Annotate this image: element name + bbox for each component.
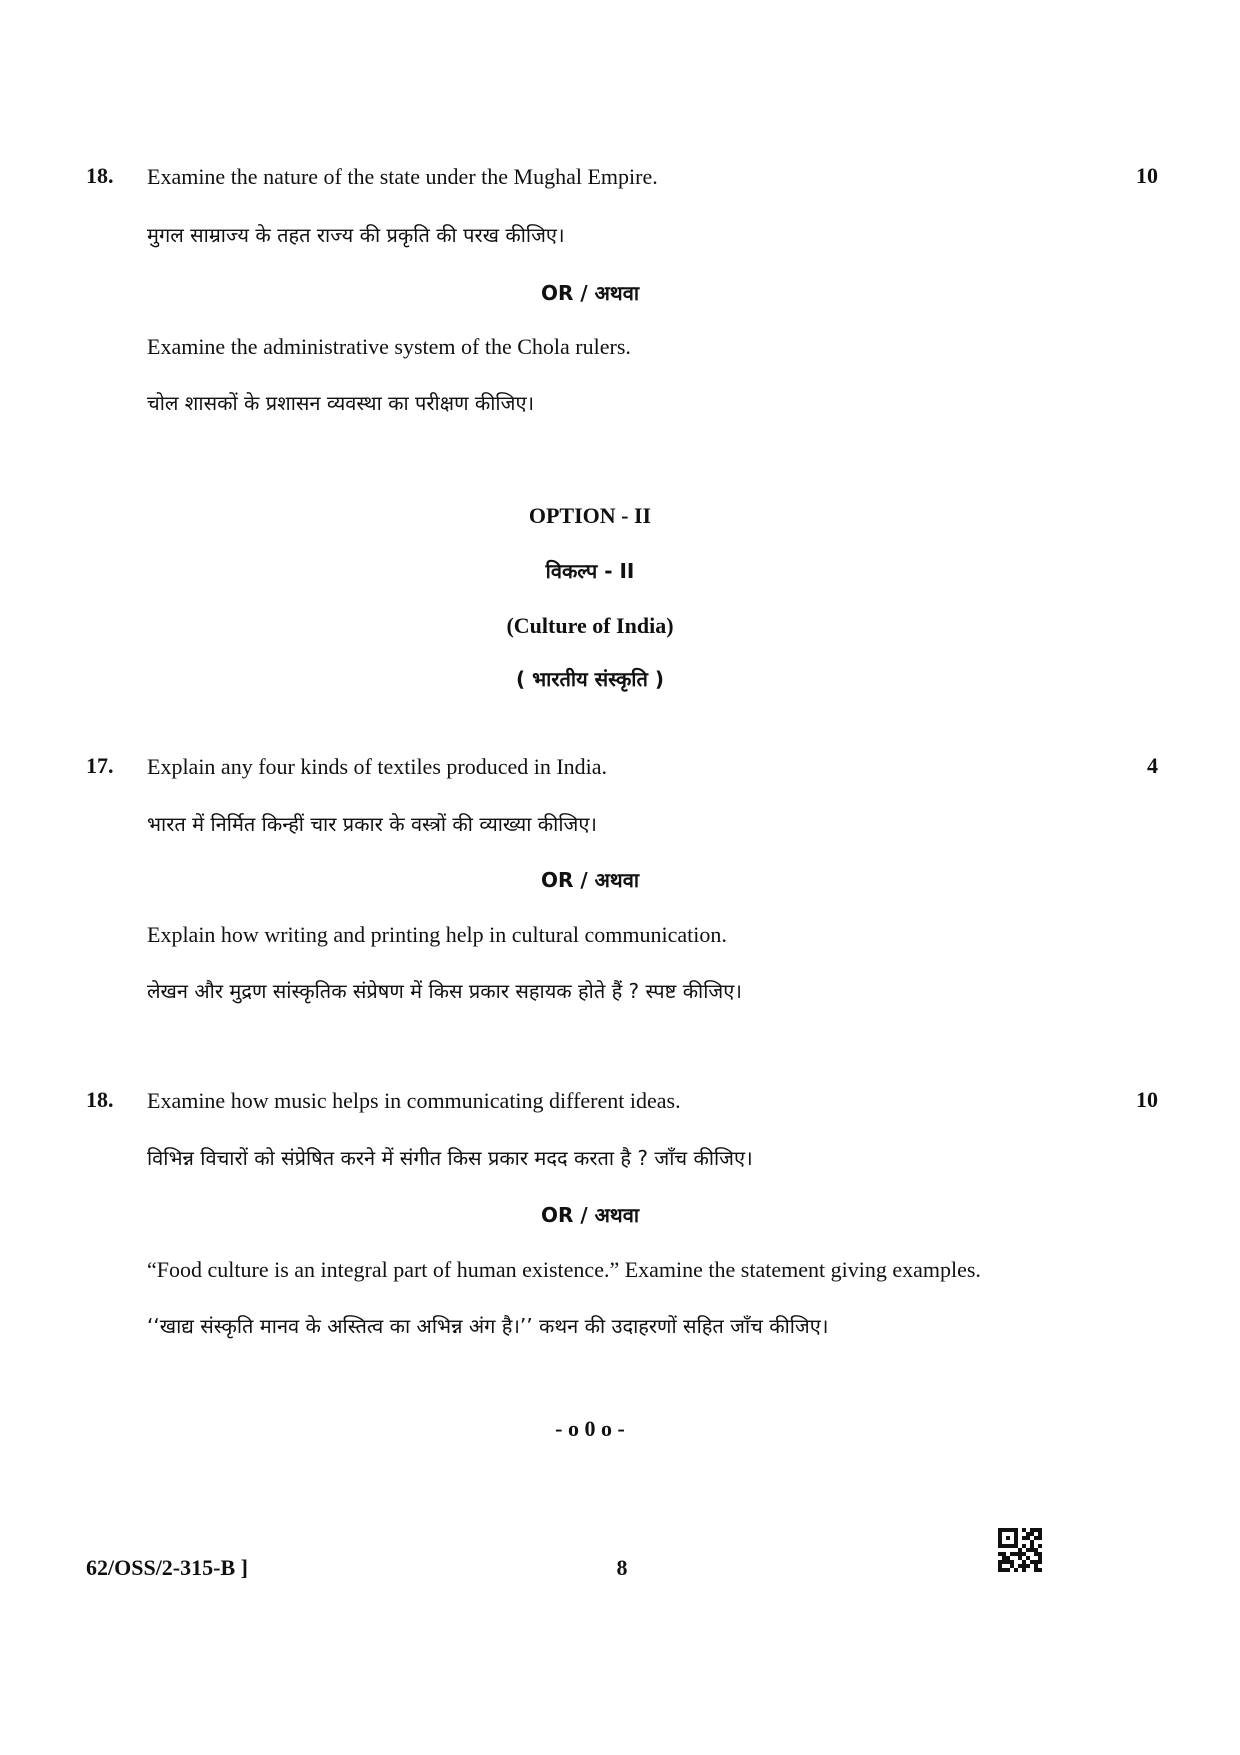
- question-text-en: Examine the nature of the state under the Mughal Empire.: [147, 164, 658, 189]
- or-label: OR / अथवा: [541, 281, 639, 305]
- page-number: 8: [616, 1555, 628, 1580]
- or-label: OR / अथवा: [541, 868, 639, 892]
- question-text-hi: भारत में निर्मित किन्हीं चार प्रकार के वस्त्रों की व्याख्या कीजिए।: [147, 812, 597, 836]
- question-number: 17.: [86, 753, 114, 778]
- question-marks: 4: [1147, 753, 1158, 778]
- question-text-en: Explain any four kinds of textiles produced in India.: [147, 754, 608, 779]
- paper-code: 62/OSS/2-315-B ]: [86, 1555, 248, 1580]
- alternative-text-hi: ‘‘खाद्य संस्कृति मानव के अस्तित्व का अभिन्न अंग है।’’ कथन की उदाहरणों सहित जाँच कीजिए।: [147, 1314, 829, 1338]
- alternative-text-hi: लेखन और मुद्रण सांस्कृतिक संप्रेषण में किस प्रकार सहायक होते हैं ? स्पष्ट कीजिए।: [147, 979, 742, 1003]
- question-number: 18.: [86, 163, 114, 188]
- question-number: 18.: [86, 1087, 114, 1112]
- question-marks: 10: [1136, 1087, 1158, 1112]
- question-text-hi: विभिन्न विचारों को संप्रेषित करने में संगीत किस प्रकार मदद करता है ? जाँच कीजिए।: [147, 1146, 753, 1170]
- option-title: OPTION - II: [528, 503, 652, 528]
- end-mark: - o 0 o -: [555, 1416, 625, 1441]
- alternative-text-hi: चोल शासकों के प्रशासन व्यवस्था का परीक्षण कीजिए।: [147, 391, 535, 415]
- alternative-text-en: Examine the administrative system of the Chola rulers.: [147, 334, 631, 359]
- alternative-text-en: “Food culture is an integral part of human existence.” Examine the statement giving examples.: [147, 1257, 981, 1282]
- alternative-text-en: Explain how writing and printing help in cultural communication.: [147, 922, 727, 947]
- question-text-en: Examine how music helps in communicating different ideas.: [147, 1088, 681, 1113]
- or-label: OR / अथवा: [541, 1203, 639, 1227]
- qr-code-icon: [998, 1528, 1042, 1572]
- question-text-hi: मुगल साम्राज्य के तहत राज्य की प्रकृति की परख कीजिए।: [147, 223, 565, 247]
- option-subtitle: (Culture of India): [506, 613, 674, 638]
- question-marks: 10: [1136, 163, 1158, 188]
- option-subtitle-hi: ( भारतीय संस्कृति ): [515, 667, 664, 691]
- option-title-hi: विकल्प - II: [545, 559, 635, 583]
